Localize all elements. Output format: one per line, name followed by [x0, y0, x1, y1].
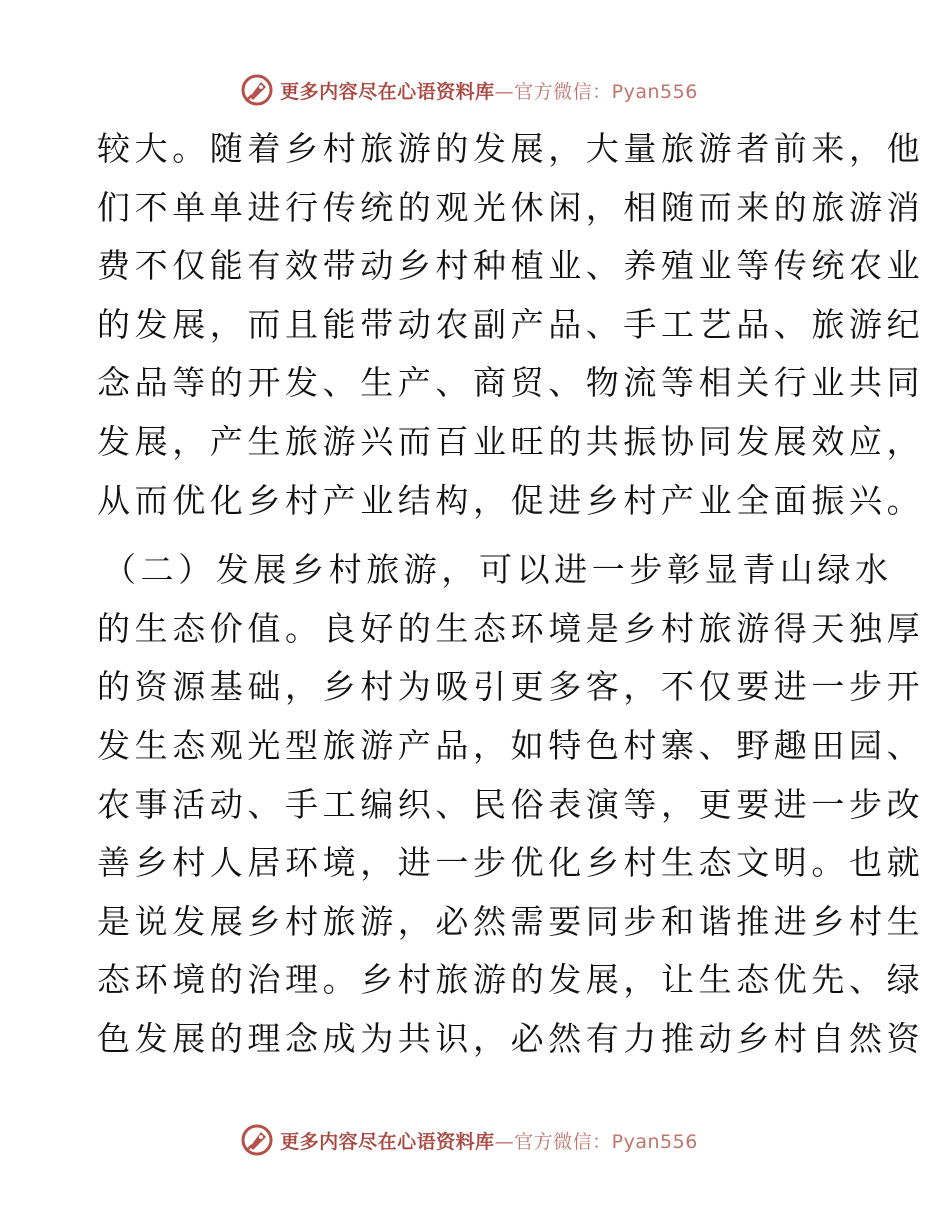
header-watermark-text	[280, 77, 698, 104]
body-line: 态环境的治理。乡村旅游的发展，让生态优先、绿	[97, 960, 925, 1000]
body-line: 的发展，而且能带动农副产品、手工艺品、旅游纪	[97, 304, 925, 344]
body-line: 们不单单进行传统的观光休闲，相随而来的旅游消	[97, 187, 925, 227]
header-watermark-inner	[240, 73, 698, 107]
body-line: 色发展的理念成为共识，必然有力推动乡村自然资	[97, 1018, 925, 1058]
body-line: 费不仅能有效带动乡村种植业、养殖业等传统农业	[97, 246, 925, 286]
body-line: 从而优化乡村产业结构，促进乡村产业全面振兴。	[97, 480, 925, 520]
body-line: 发展，产生旅游兴而百业旺的共振协同发展效应，	[97, 421, 925, 461]
body-line: 发生态观光型旅游产品，如特色村寨、野趣田园、	[97, 725, 925, 765]
pen-nib-logo-icon	[240, 73, 274, 107]
section-heading-line: （二）发展乡村旅游，可以进一步彰显青山绿水	[103, 550, 893, 590]
footer-watermark-inner	[240, 1123, 698, 1157]
pen-nib-logo-icon	[240, 1123, 274, 1157]
body-line: 的生态价值。良好的生态环境是乡村旅游得天独厚	[97, 608, 925, 648]
body-line: 是说发展乡村旅游，必然需要同步和谐推进乡村生	[97, 901, 925, 941]
footer-watermark-tail: —官方微信：Pyan556	[494, 1130, 698, 1153]
header-watermark-tail: —官方微信：Pyan556	[494, 80, 698, 103]
body-line: 的资源基础，乡村为吸引更多客，不仅要进一步开	[97, 667, 925, 707]
body-line: 农事活动、手工编织、民俗表演等，更要进一步改	[97, 784, 925, 824]
body-line: 善乡村人居环境，进一步优化乡村生态文明。也就	[97, 843, 925, 883]
footer-watermark-text	[280, 1127, 698, 1154]
footer-watermark-lead: 更多内容尽在心语资料库	[280, 1130, 495, 1153]
body-line: 较大。随着乡村旅游的发展，大量旅游者前来，他	[97, 129, 925, 168]
document-body	[97, 120, 925, 1069]
body-line: 念品等的开发、生产、商贸、物流等相关行业共同	[97, 363, 925, 403]
header-watermark-lead: 更多内容尽在心语资料库	[280, 80, 495, 103]
footer-watermark	[0, 1120, 950, 1160]
header-watermark	[0, 70, 950, 110]
